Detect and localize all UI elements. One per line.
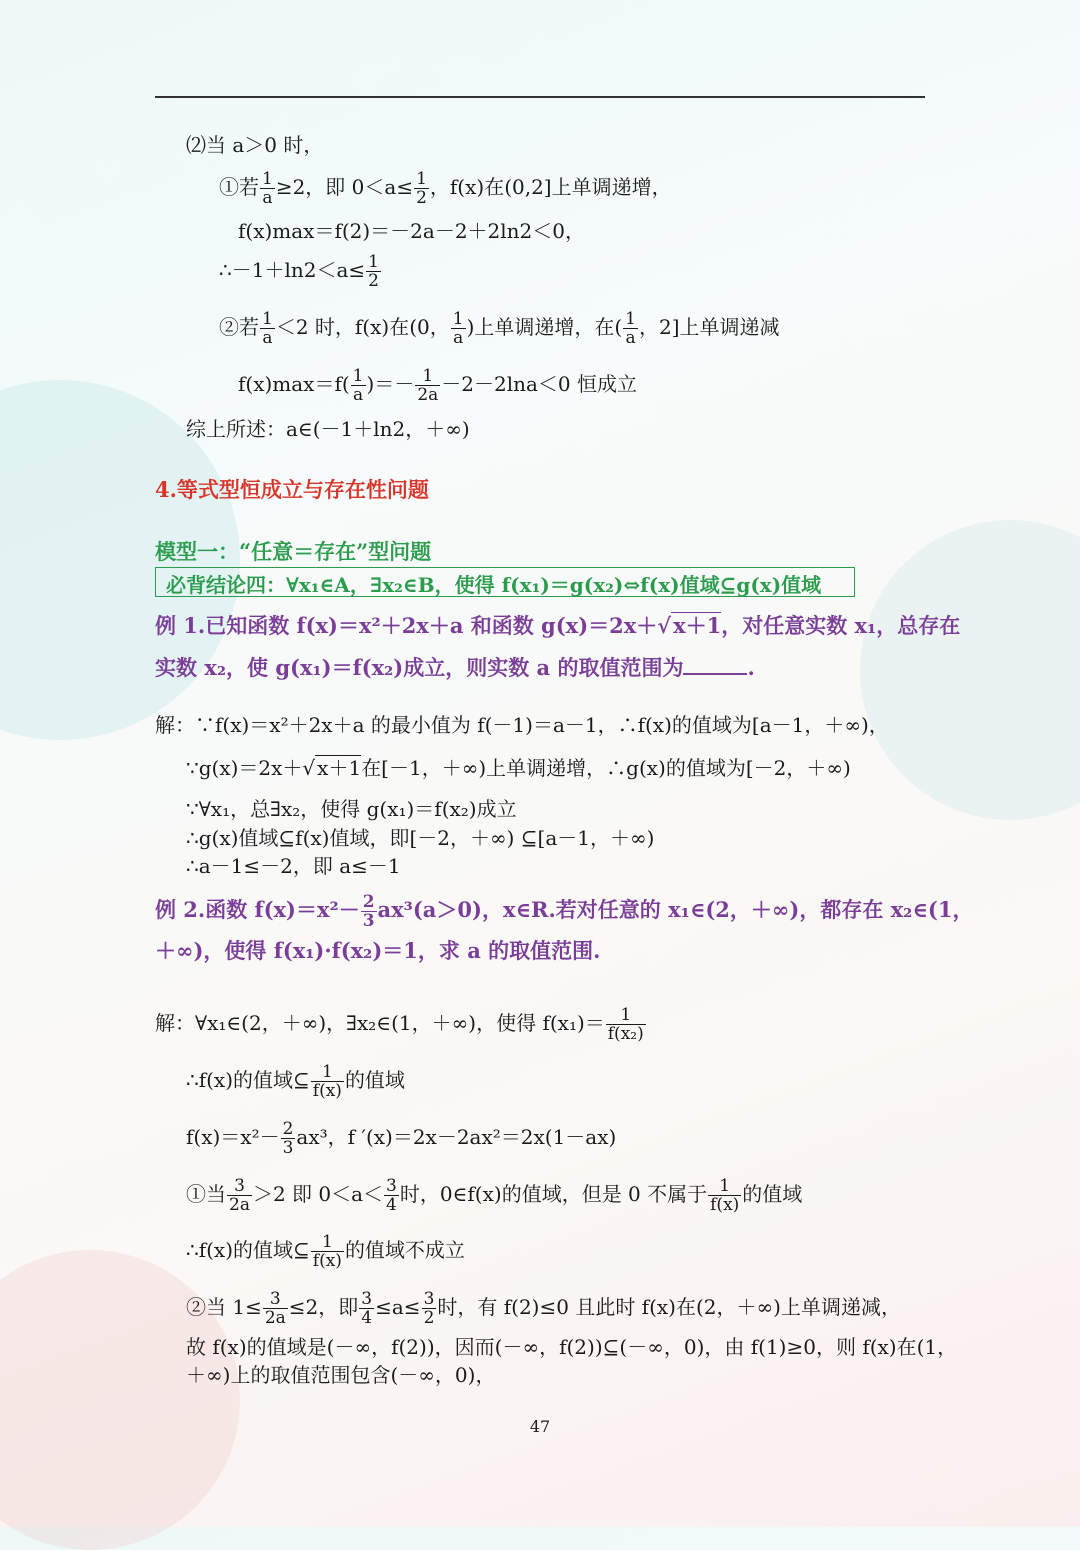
case-2-max: f(x)max＝f( $\frac{1}{a}$ )＝－ $\frac{1}{2a}$ －2－2lna＜0 恒成立 bbox=[238, 366, 637, 405]
key-conclusion-box: 必背结论四：∀x₁∈A，∃x₂∈B，使得 f(x₁)＝g(x₂)⇔f(x)值域⊆g(x)值域 bbox=[155, 567, 855, 597]
answer-blank bbox=[683, 673, 747, 675]
fraction: $\frac{2}{3}$ bbox=[362, 892, 375, 931]
case-2-condition: ②若 $\frac{1}{a}$ ＜2 时，f(x)在(0， $\frac{1}{a}$ )上单调递增，在( $\frac{1}{a}$ ，2]上单调递减 bbox=[219, 309, 780, 348]
example-2-line-2: ＋∞)，使得 f(x₁)·f(x₂)＝1，求 a 的取值范围. bbox=[155, 938, 601, 963]
fraction: $\frac{1}{f(x)}$ bbox=[312, 1062, 342, 1101]
fraction: $\frac{3}{2a}$ bbox=[229, 1176, 250, 1215]
example-2-line-1: 例 2.函数 f(x)＝x²－ $\frac{2}{3}$ ax³(a＞0)，x∈R.若对任意的 x₁∈(2，＋∞)，都存在 x₂∈(1， bbox=[155, 892, 974, 931]
fraction: $\frac{2}{3}$ bbox=[282, 1119, 294, 1158]
fraction: $\frac{1}{a}$ bbox=[452, 309, 464, 348]
fraction: $\frac{1}{a}$ bbox=[625, 309, 636, 348]
solution-2-case-2: ②当 1≤ $\frac{3}{2a}$ ≤2，即 $\frac{3}{4}$ ≤a≤ $\frac{3}{2}$ 时，有 f(2)≤0 且此时 f(x)在(2，＋∞)上单调递减， bbox=[186, 1289, 901, 1328]
case-1-condition: ①若 $\frac{1}{a}$ ≥2，即 0＜a≤ $\frac{1}{2}$ ，f(x)在(0,2]上单调递增， bbox=[219, 169, 672, 208]
summary: 综上所述：a∈(－1＋ln2，＋∞) bbox=[186, 417, 470, 441]
solution-2-line-2: ∴f(x)的值域⊆ $\frac{1}{f(x)}$ 的值域 bbox=[186, 1062, 405, 1101]
fraction: $\frac{1}{2}$ bbox=[368, 252, 379, 291]
solution-2-case-1: ①当 $\frac{3}{2a}$ ＞2 即 0＜a＜ $\frac{3}{4}$ 时，0∈f(x)的值域，但是 0 不属于 $\frac{1}{f(x)}$ 的值域 bbox=[186, 1176, 803, 1215]
example-1-line-1: 例 1.已知函数 f(x)＝x²＋2x＋a 和函数 g(x)＝2x＋√x＋1，对任意实数 x₁，总存在 bbox=[155, 613, 961, 638]
fraction: $\frac{3}{4}$ bbox=[386, 1176, 397, 1215]
fraction: $\frac{3}{2a}$ bbox=[264, 1289, 286, 1328]
background-blob bbox=[860, 520, 1080, 820]
fraction: $\frac{1}{a}$ bbox=[262, 309, 273, 348]
example-1-line-2: 实数 x₂，使 g(x₁)＝f(x₂)成立，则实数 a 的取值范围为 . bbox=[155, 655, 755, 680]
solution-2-line-1: 解：∀x₁∈(2，＋∞)，∃x₂∈(1，＋∞)，使得 f(x₁)＝ $\frac{1}{\text{f(x₂)}}$ bbox=[155, 1005, 644, 1044]
page-number: 47 bbox=[529, 1417, 551, 1436]
solution-1-line-3: ∵∀x₁，总∃x₂，使得 g(x₁)＝f(x₂)成立 bbox=[186, 797, 517, 821]
fraction: $\frac{1}{f(x)}$ bbox=[312, 1232, 342, 1271]
fraction: $\frac{1}{2a}$ bbox=[417, 366, 439, 405]
case-1-max: f(x)max＝f(2)＝－2a－2＋2ln2＜0， bbox=[238, 219, 586, 243]
fraction: $\frac{1}{f(x)}$ bbox=[710, 1176, 740, 1215]
fraction: $\frac{3}{4}$ bbox=[361, 1289, 373, 1328]
solution-2-line-7: 故 f(x)的值域是(－∞，f(2))，因而(－∞，f(2))⊆(－∞，0)，由 f(1)≥0，则 f(x)在(1， bbox=[186, 1335, 958, 1359]
solution-2-line-3: f(x)＝x²－ $\frac{2}{3}$ ax³，f ′(x)＝2x－2ax²＝2x(1－ax) bbox=[186, 1119, 617, 1158]
fraction: $\frac{3}{2}$ bbox=[423, 1289, 435, 1328]
case-1-result: ∴－1＋ln2＜a≤ $\frac{1}{2}$ bbox=[219, 252, 379, 291]
case-a-positive: ⑵当 a＞0 时， bbox=[186, 133, 324, 157]
solution-1-line-5: ∴a－1≤－2，即 a≤－1 bbox=[186, 854, 401, 878]
fraction: $\frac{1}{a}$ bbox=[262, 169, 273, 208]
solution-2-line-8: ＋∞)上的取值范围包含(－∞，0)， bbox=[186, 1363, 496, 1387]
fraction: $\frac{1}{2}$ bbox=[416, 169, 427, 208]
solution-1-line-1: 解：∵f(x)＝x²＋2x＋a 的最小值为 f(－1)＝a－1，∴f(x)的值域为[a－1，＋∞)， bbox=[155, 713, 889, 737]
solution-1-line-4: ∴g(x)值域⊆f(x)值域，即[－2，＋∞) ⊆[a－1，＋∞) bbox=[186, 826, 655, 850]
solution-2-case-1-result: ∴f(x)的值域⊆ $\frac{1}{f(x)}$ 的值域不成立 bbox=[186, 1232, 465, 1271]
section-heading: 4.等式型恒成立与存在性问题 bbox=[155, 477, 429, 502]
fraction: $\frac{1}{\text{f(x₂)}}$ bbox=[607, 1005, 644, 1044]
header-rule bbox=[155, 96, 925, 98]
model-heading: 模型一：“任意＝存在”型问题 bbox=[155, 539, 432, 564]
fraction: $\frac{1}{a}$ bbox=[352, 366, 364, 405]
solution-1-line-2: ∵g(x)＝2x＋√ x＋1在[－1，＋∞)上单调递增，∴g(x)的值域为[－2，＋∞) bbox=[186, 756, 851, 780]
